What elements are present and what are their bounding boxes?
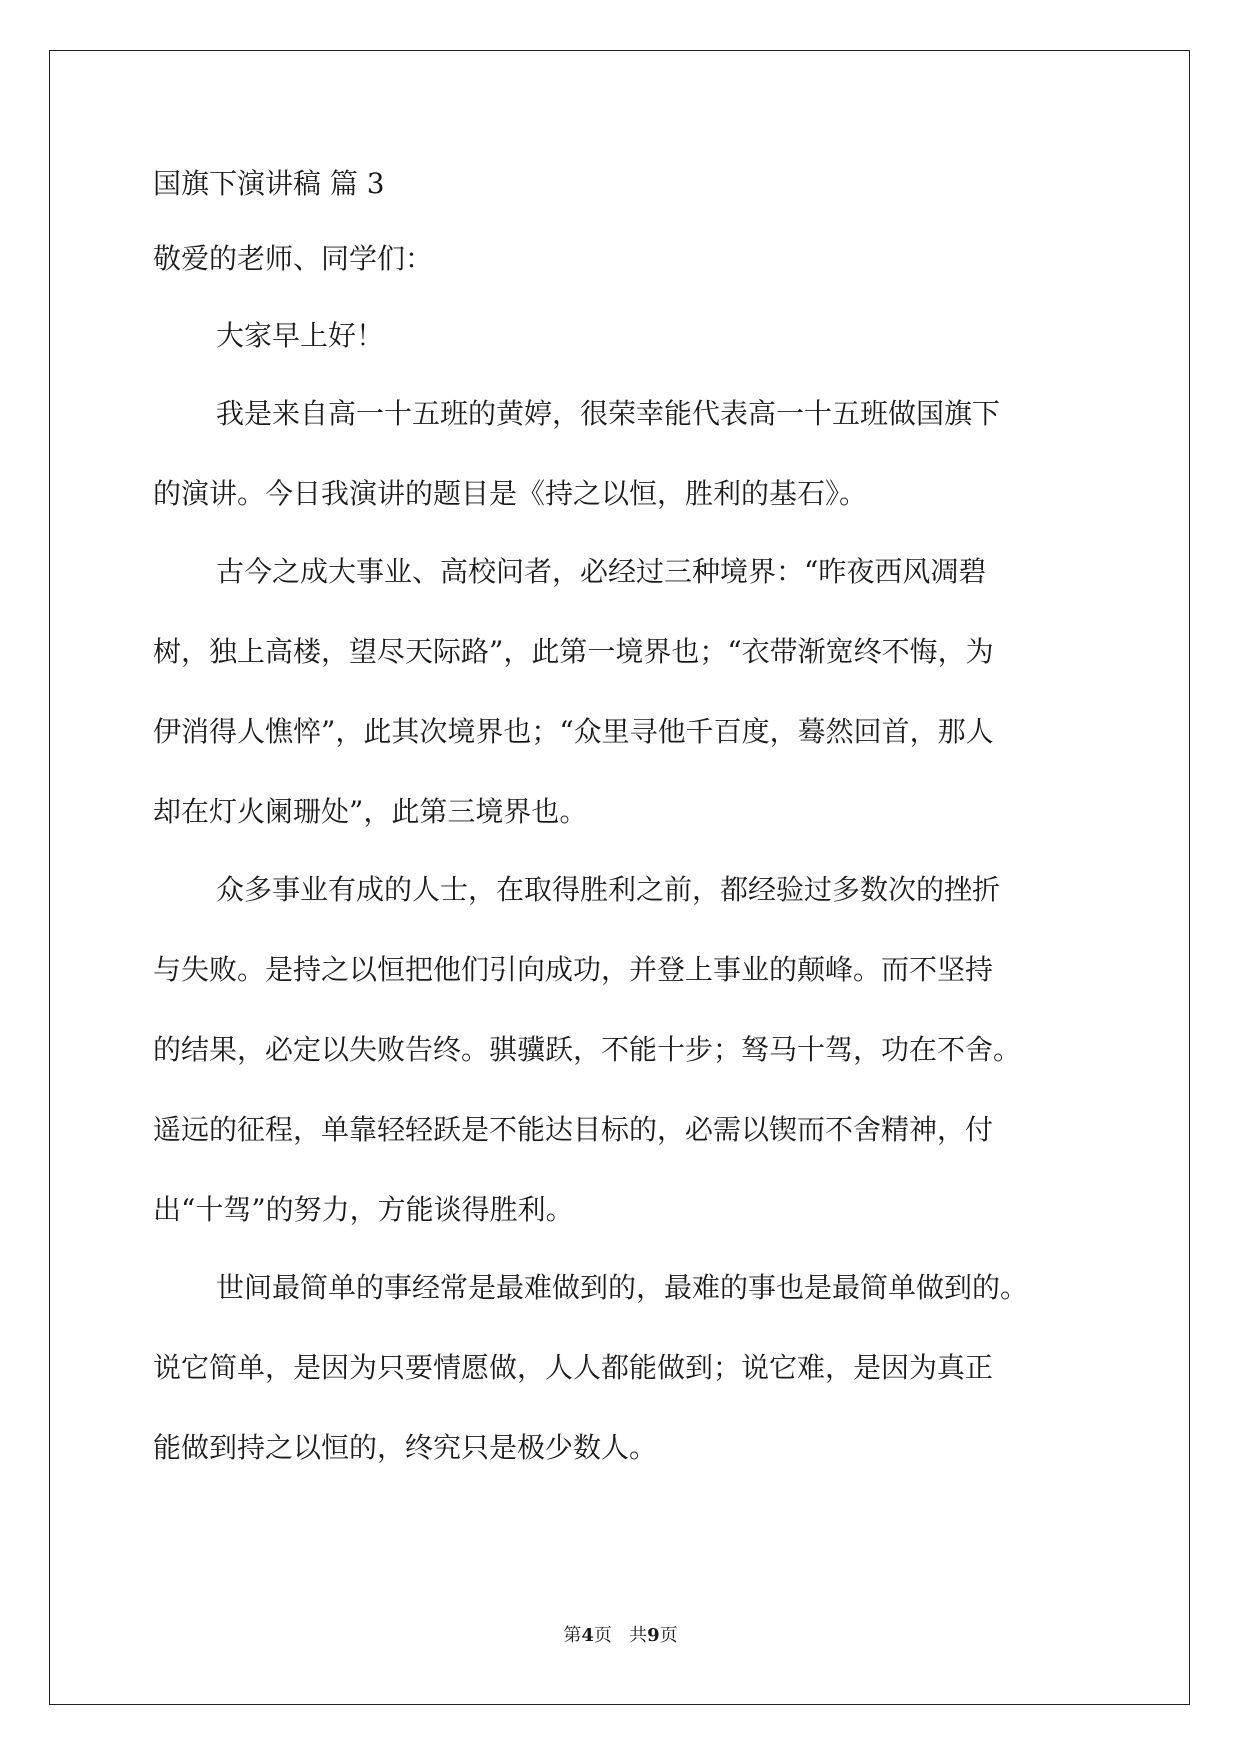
- page-unit: 页: [593, 1625, 612, 1646]
- document-body: [153, 163, 1093, 1505]
- paragraph-line: 能做到持之以恒的，终究只是极少数人。: [153, 1431, 658, 1464]
- paragraph: [153, 393, 1093, 514]
- paragraph-line: 我是来自高一十五班的黄婷，很荣幸能代表高一十五班做国旗下: [216, 397, 1001, 430]
- greeting: 敬爱的老师、同学们：: [153, 242, 434, 275]
- paragraph: [153, 315, 1093, 356]
- paragraph-line: 树，独上高楼，望尽天际路”，此第一境界也；“衣带渐宽终不悔，为: [153, 635, 994, 668]
- paragraph-line: 却在灯火阑珊处”，此第三境界也。: [153, 795, 588, 828]
- paragraph-line: 的结果，必定以失败告终。骐骥跃，不能十步；驽马十驾，功在不舍。: [153, 1033, 1022, 1066]
- paragraph-line: 与失败。是持之以恒把他们引向成功，并登上事业的颠峰。而不坚持: [153, 953, 994, 986]
- paragraph-line: 的演讲。今日我演讲的题目是《持之以恒，胜利的基石》。: [153, 477, 868, 510]
- page-prefix: 第: [563, 1625, 582, 1646]
- page-footer: [0, 1625, 1241, 1647]
- paragraph: [153, 1267, 1093, 1468]
- paragraph-line: 古今之成大事业、高校问者，必经过三种境界：“昨夜西风凋碧: [216, 555, 987, 588]
- paragraph: [153, 551, 1093, 832]
- paragraph-line: 说它简单，是因为只要情愿做，人人都能做到；说它难，是因为真正: [153, 1351, 994, 1384]
- document-title: 国旗下演讲稿 篇 3: [153, 167, 385, 200]
- paragraph-line: 遥远的征程，单靠轻轻跃是不能达目标的，必需以锲而不舍精神，付: [153, 1113, 994, 1146]
- paragraph-line: 众多事业有成的人士，在取得胜利之前，都经验过多数次的挫折: [216, 873, 1001, 906]
- total-prefix: 共: [629, 1625, 648, 1646]
- current-page-number: 4: [581, 1625, 594, 1646]
- total-page-number: 9: [647, 1625, 660, 1646]
- paragraph-line: 出“十驾”的努力，方能谈得胜利。: [153, 1193, 574, 1226]
- total-unit: 页: [659, 1625, 678, 1646]
- paragraph-line: 伊消得人憔悴”，此其次境界也；“众里寻他千百度，蓦然回首，那人: [153, 715, 994, 748]
- paragraph: [153, 869, 1093, 1230]
- paragraph-line: 大家早上好！: [216, 319, 385, 352]
- paragraph-line: 世间最简单的事经常是最难做到的，最难的事也是最简单做到的。: [216, 1271, 1029, 1304]
